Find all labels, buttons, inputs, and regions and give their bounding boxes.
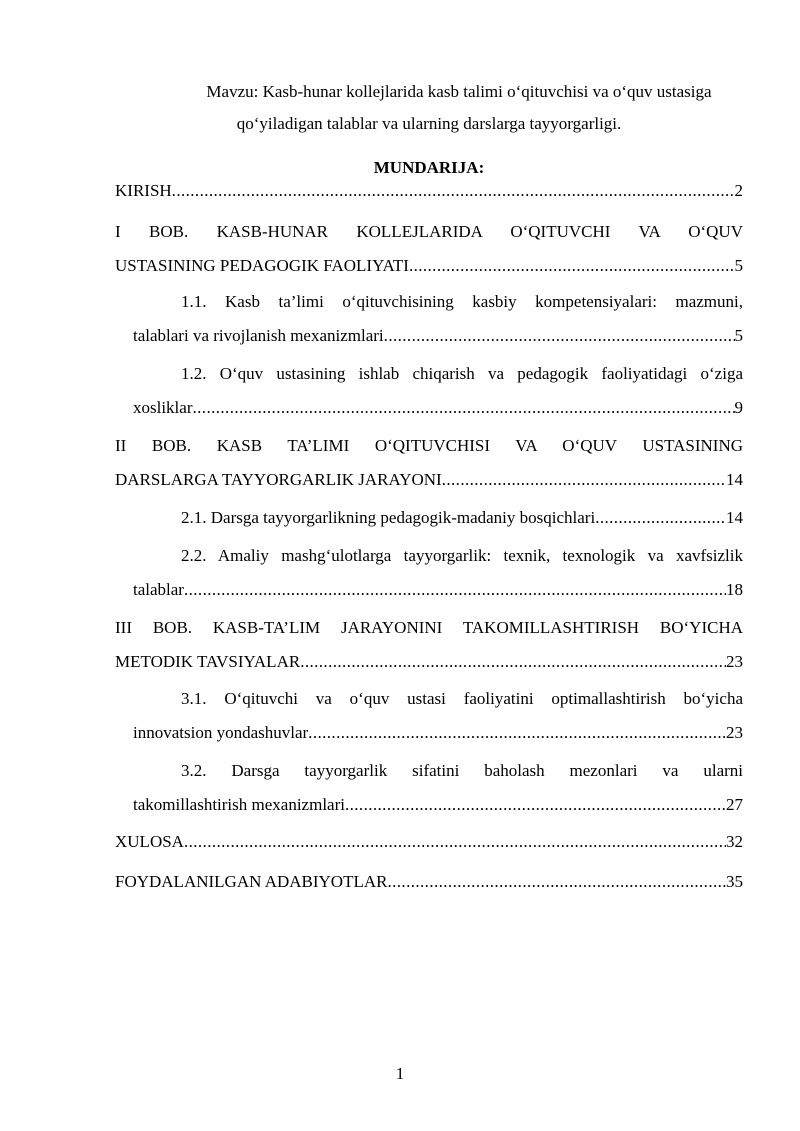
toc-leader-line — [115, 174, 743, 208]
toc-entry-section-1-2[interactable] — [133, 357, 743, 425]
toc-page-number: 5 — [734, 256, 743, 275]
toc-leader-line — [133, 319, 743, 353]
toc-entry-section-3-1[interactable] — [133, 682, 743, 750]
toc-leader-line — [133, 716, 743, 750]
toc-leader-line — [115, 463, 743, 497]
dot-leader — [184, 573, 726, 607]
toc-title: MUNDARIJA: — [373, 158, 485, 177]
toc-entry-title: talablari va rivojlanish mexanizmlari — [133, 326, 384, 345]
dot-leader — [300, 645, 726, 679]
topic-line-2: qo‘yiladigan talablar va ularning darslarga tayyorgarligi. — [236, 114, 622, 133]
toc-entry-title: USTASINING PEDAGOGIK FAOLIYATI — [115, 256, 409, 275]
dot-leader — [384, 319, 735, 353]
toc-page-number: 9 — [734, 398, 743, 417]
toc-entry-title-line: 2.2. Amaliy mashg‘ulotlarga tayyorgarlik: texnik, texnologik va xavfsizlik — [181, 546, 743, 565]
toc-entry-section-3-2[interactable] — [133, 754, 743, 822]
toc-leader-line — [115, 865, 743, 899]
toc-entry-title: XULOSA — [115, 832, 184, 851]
toc-entry-title: 2.1. Darsga tayyorgarlikning pedagogik-madaniy bosqichlari — [181, 508, 596, 527]
dot-leader — [184, 825, 726, 859]
toc-entry-title-line: 3.1. O‘qituvchi va o‘quv ustasi faoliyatini optimallashtirish bo‘yicha — [181, 689, 743, 708]
toc-entry-title-line: II BOB. KASB TA’LIMI O‘QITUVCHISI VA O‘QUV USTASINING — [115, 436, 743, 455]
toc-page-number: 27 — [726, 795, 743, 814]
toc-page-number: 32 — [726, 832, 743, 851]
toc-entry-title: METODIK TAVSIYALAR — [115, 652, 301, 671]
toc-entry-kirish[interactable] — [115, 174, 743, 208]
toc-leader-line — [115, 249, 743, 283]
dot-leader — [193, 391, 735, 425]
toc-entry-section-2-2[interactable] — [133, 539, 743, 607]
toc-leader-line — [115, 825, 743, 859]
toc-leader-line — [133, 501, 743, 535]
toc-leader-line — [115, 645, 743, 679]
toc-entry-title: xosliklar — [133, 398, 193, 417]
toc-entry-title: DARSLARGA TAYYORGARLIK JARAYONI — [115, 470, 442, 489]
topic-heading — [115, 76, 743, 140]
toc-page-number: 2 — [734, 181, 743, 200]
toc-page-number: 23 — [726, 723, 743, 742]
dot-leader — [387, 865, 726, 899]
toc-entry-title-line: 1.1. Kasb ta’limi o‘qituvchisining kasbiy kompetensiyalari: mazmuni, — [181, 292, 743, 311]
toc-page-number: 14 — [726, 470, 743, 489]
toc-page-number: 18 — [726, 580, 743, 599]
toc-entry-title-line: 1.2. O‘quv ustasining ishlab chiqarish va pedagogik faoliyatidagi o‘ziga — [181, 364, 743, 383]
toc-entry-title: takomillashtirish mexanizmlari — [133, 795, 345, 814]
toc-entry-title: KIRISH — [115, 181, 172, 200]
toc-entry-section-1-1[interactable] — [133, 285, 743, 353]
toc-entry-title-line: I BOB. KASB-HUNAR KOLLEJLARIDA O‘QITUVCHI VA O‘QUV — [115, 222, 743, 241]
toc-page-number: 5 — [734, 326, 743, 345]
dot-leader — [345, 788, 726, 822]
toc-entry-xulosa[interactable] — [115, 825, 743, 859]
topic-line-1: Mavzu: Kasb-hunar kollejlarida kasb talimi o‘qituvchisi va o‘quv ustasiga — [206, 82, 712, 101]
toc-entry-chapter-1[interactable] — [115, 215, 743, 283]
toc-leader-line — [133, 391, 743, 425]
toc-leader-line — [133, 788, 743, 822]
dot-leader — [595, 501, 726, 535]
toc-entry-title-line: III BOB. KASB-TA’LIM JARAYONINI TAKOMILLASHTIRISH BO‘YICHA — [115, 618, 743, 637]
dot-leader — [409, 249, 735, 283]
toc-page-number: 23 — [726, 652, 743, 671]
dot-leader — [442, 463, 726, 497]
toc-entry-references[interactable] — [115, 865, 743, 899]
dot-leader — [308, 716, 726, 750]
toc-entry-chapter-3[interactable] — [115, 611, 743, 679]
toc-leader-line — [133, 573, 743, 607]
toc-entry-title: FOYDALANILGAN ADABIYOTLAR — [115, 872, 388, 891]
dot-leader — [172, 174, 735, 208]
toc-entry-title: talablar — [133, 580, 184, 599]
page-number: 1 — [395, 1064, 405, 1083]
toc-page-number: 35 — [726, 872, 743, 891]
toc-entry-title-line: 3.2. Darsga tayyorgarlik sifatini baholash mezonlari va ularni — [181, 761, 743, 780]
toc-entry-title: innovatsion yondashuvlar — [133, 723, 309, 742]
toc-entry-section-2-1[interactable] — [133, 501, 743, 535]
toc-entry-chapter-2[interactable] — [115, 429, 743, 497]
toc-page-number: 14 — [726, 508, 743, 527]
